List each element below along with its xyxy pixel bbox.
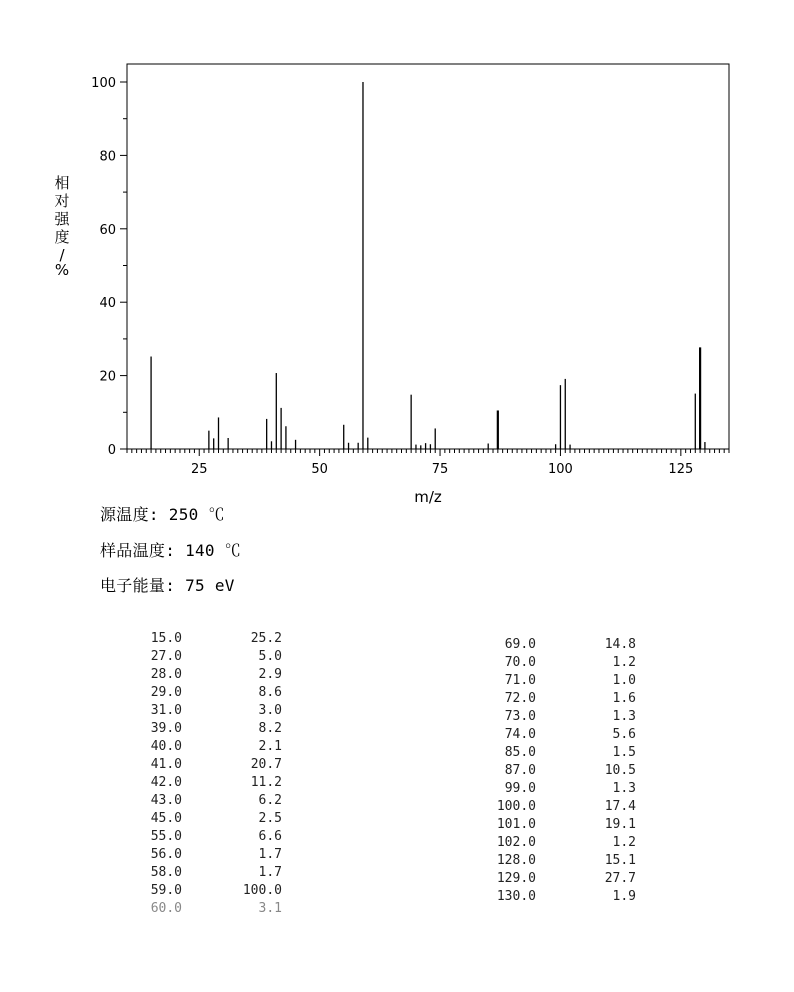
- peak-mz: 60.0: [150, 901, 182, 916]
- peak-table-row: [140, 864, 282, 882]
- peak-abundance: 11.2: [250, 775, 282, 790]
- y-tick-label: 100: [91, 76, 116, 91]
- peak-table-row: [494, 654, 636, 672]
- peak-mz: 99.0: [504, 781, 536, 796]
- peak-abundance: 1.2: [612, 655, 636, 670]
- peak-abundance: 1.0: [612, 673, 636, 688]
- peak-mz: 40.0: [150, 739, 182, 754]
- peak-table-row: [140, 630, 282, 648]
- peak-abundance: 1.5: [612, 745, 636, 760]
- peak-table-row: [140, 738, 282, 756]
- peak-mz: 73.0: [504, 709, 536, 724]
- peak-table-row: [494, 780, 636, 798]
- peak-abundance: 6.6: [258, 829, 282, 844]
- y-tick-label: 60: [99, 222, 116, 238]
- y-tick-label: 40: [99, 296, 116, 312]
- peak-mz: 102.0: [496, 835, 536, 850]
- peak-mz: 55.0: [150, 829, 182, 844]
- electron-energy: 电子能量: 75 eV: [100, 576, 235, 595]
- peak-mz: 43.0: [150, 793, 182, 808]
- peak-table-row: [494, 852, 636, 870]
- peak-table-row: [494, 798, 636, 816]
- peak-mz: 39.0: [150, 721, 182, 736]
- peak-mz: 72.0: [504, 691, 536, 706]
- peak-mz: 45.0: [150, 811, 182, 826]
- peak-abundance: 17.4: [604, 799, 636, 814]
- peak-abundance: 8.2: [258, 721, 282, 736]
- x-tick-label: 75: [431, 462, 449, 477]
- peak-mz: 28.0: [150, 667, 182, 682]
- peak-abundance: 1.3: [612, 781, 636, 796]
- peak-abundance: 1.3: [612, 709, 636, 724]
- peak-mz: 85.0: [504, 745, 536, 760]
- peak-abundance: 14.8: [604, 637, 636, 652]
- peak-abundance: 2.9: [258, 667, 282, 682]
- peak-abundance: 20.7: [250, 757, 282, 772]
- peak-abundance: 2.1: [258, 739, 282, 754]
- peak-table-row: [494, 708, 636, 726]
- y-axis-label-text: 相对强度/ %: [54, 174, 70, 279]
- peak-table-row: [140, 900, 282, 918]
- peak-abundance: 10.5: [604, 763, 636, 778]
- peak-table-row: [494, 870, 636, 888]
- y-tick-label: 80: [99, 149, 116, 165]
- peak-table-row: [494, 888, 636, 906]
- peak-abundance: 1.2: [612, 835, 636, 850]
- peak-abundance: 27.7: [604, 871, 636, 886]
- peak-mz: 59.0: [150, 883, 182, 898]
- peak-table-row: [494, 744, 636, 762]
- peak-mz: 41.0: [150, 757, 182, 772]
- peak-mz: 31.0: [150, 703, 182, 718]
- peak-mz: 74.0: [504, 727, 536, 742]
- peak-table-row: [140, 792, 282, 810]
- peak-mz: 128.0: [496, 853, 536, 868]
- peak-abundance: 5.6: [612, 727, 636, 742]
- peak-abundance: 1.6: [612, 691, 636, 706]
- peak-abundance: 3.0: [258, 703, 282, 718]
- peak-table-row: [140, 684, 282, 702]
- y-tick-label: 0: [107, 443, 116, 458]
- peak-abundance: 25.2: [250, 631, 282, 646]
- source-temperature: 源温度: 250 ℃: [100, 505, 225, 524]
- x-axis-label: m/z: [414, 488, 442, 506]
- peak-table-row: [494, 762, 636, 780]
- peak-abundance: 6.2: [258, 793, 282, 808]
- peak-table-row: [494, 690, 636, 708]
- peak-mz: 71.0: [504, 673, 536, 688]
- peak-abundance: 19.1: [604, 817, 636, 832]
- chart-axes: [127, 64, 729, 449]
- peak-table-row: [494, 636, 636, 654]
- peak-mz: 58.0: [150, 865, 182, 880]
- peak-abundance: 1.9: [612, 889, 636, 904]
- peak-abundance: 3.1: [258, 901, 282, 916]
- peak-table-row: [140, 720, 282, 738]
- peak-table-row: [140, 828, 282, 846]
- peak-mz: 56.0: [150, 847, 182, 862]
- peak-table-row: [140, 846, 282, 864]
- peak-mz: 69.0: [504, 637, 536, 652]
- peak-table-row: [494, 816, 636, 834]
- peak-table-row: [140, 648, 282, 666]
- peak-abundance: 1.7: [258, 847, 282, 862]
- peak-mz: 87.0: [504, 763, 536, 778]
- peak-abundance: 100.0: [242, 883, 282, 898]
- peak-table-row: [140, 756, 282, 774]
- x-tick-label: 125: [668, 462, 694, 477]
- x-tick-label: 100: [548, 462, 573, 477]
- peak-mz: 15.0: [150, 631, 182, 646]
- peak-table-row: [140, 810, 282, 828]
- y-axis-label: [54, 174, 70, 279]
- peak-table-row: [140, 702, 282, 720]
- peak-mz: 100.0: [496, 799, 536, 814]
- peak-table-row: [494, 672, 636, 690]
- peak-mz: 70.0: [504, 655, 536, 670]
- peak-table-row: [494, 834, 636, 852]
- sample-temperature: 样品温度: 140 ℃: [100, 541, 242, 560]
- peak-table-row: [140, 774, 282, 792]
- peak-mz: 130.0: [496, 889, 536, 904]
- peak-mz: 29.0: [150, 685, 182, 700]
- x-tick-label: 50: [311, 462, 328, 477]
- peak-table-right: [494, 636, 636, 906]
- peak-mz: 101.0: [496, 817, 536, 832]
- peak-table-row: [140, 882, 282, 900]
- peak-mz: 42.0: [150, 775, 182, 790]
- peak-abundance: 5.0: [258, 649, 282, 664]
- peak-abundance: 1.7: [258, 865, 282, 880]
- peak-abundance: 8.6: [258, 685, 282, 700]
- peak-mz: 129.0: [496, 871, 536, 886]
- plot-frame: [127, 64, 729, 449]
- y-tick-label: 20: [99, 369, 116, 385]
- peak-table-row: [140, 666, 282, 684]
- peak-abundance: 15.1: [604, 853, 636, 868]
- peak-abundance: 2.5: [258, 811, 282, 826]
- peak-mz: 27.0: [150, 649, 182, 664]
- chart-ticks: [91, 76, 729, 477]
- peak-table-row: [494, 726, 636, 744]
- peak-table-left: [140, 630, 282, 918]
- spectrum-bars: [151, 82, 705, 449]
- x-tick-label: 25: [190, 462, 208, 477]
